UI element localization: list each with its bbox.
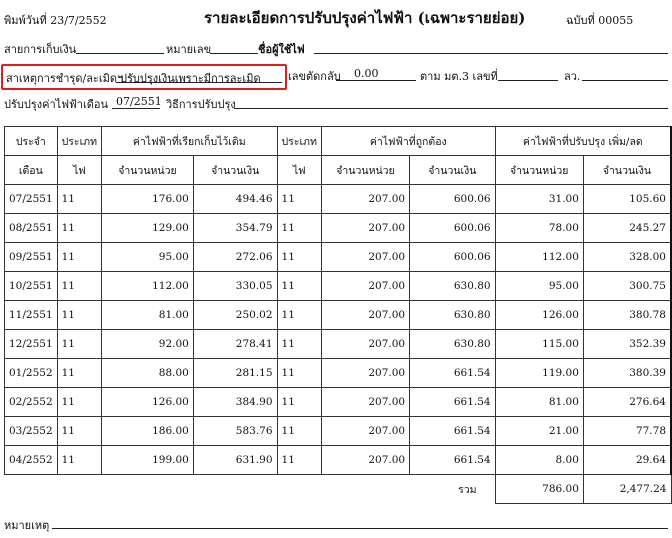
- cell: 245.27: [583, 214, 671, 243]
- header-adjust-units: จำนวนหน่วย: [495, 156, 583, 185]
- cell: 661.54: [410, 359, 496, 388]
- table-row: [5, 214, 672, 243]
- table-row: [5, 301, 672, 330]
- cell: 186.00: [102, 417, 194, 446]
- header-type-correct-2: ไฟ: [277, 156, 321, 185]
- total-units: 786.00: [495, 475, 583, 504]
- cell: 661.54: [410, 388, 496, 417]
- reverse-number-value: 0.00: [354, 67, 379, 80]
- cell: 77.78: [583, 417, 671, 446]
- reverse-number-field: [336, 80, 416, 81]
- cell: 08/2551: [5, 214, 58, 243]
- cell: 112.00: [102, 272, 194, 301]
- cell: 105.60: [583, 185, 671, 214]
- cell: 380.78: [583, 301, 671, 330]
- number-field: [210, 53, 258, 54]
- cell: 11: [277, 185, 321, 214]
- cell: 31.00: [495, 185, 583, 214]
- cell: 278.41: [193, 330, 277, 359]
- cell: 281.15: [193, 359, 277, 388]
- dated-field: [582, 80, 668, 81]
- header-billed: ค่าไฟฟ้าที่เรียกเก็บไว้เดิม: [102, 127, 278, 156]
- total-row: [5, 475, 672, 504]
- cell: 12/2551: [5, 330, 58, 359]
- cell: 250.02: [193, 301, 277, 330]
- cell: 11: [277, 388, 321, 417]
- cell: 384.90: [193, 388, 277, 417]
- cell: 11: [57, 214, 101, 243]
- cell: 176.00: [102, 185, 194, 214]
- cell: 81.00: [102, 301, 194, 330]
- header-billed-amount: จำนวนเงิน: [193, 156, 277, 185]
- table-row: [5, 330, 672, 359]
- cell: 11: [277, 417, 321, 446]
- header-billed-units: จำนวนหน่วย: [102, 156, 194, 185]
- adjust-month-value: 07/2551: [116, 95, 162, 108]
- cell: 11: [57, 185, 101, 214]
- cell: 330.05: [193, 272, 277, 301]
- header-period: ประจำ: [5, 127, 58, 156]
- method-label: วิธีการปรับปรุง: [166, 98, 236, 111]
- cell: 95.00: [102, 243, 194, 272]
- cell: 11: [277, 243, 321, 272]
- cell: 207.00: [321, 446, 409, 475]
- cell: 11: [277, 272, 321, 301]
- cell: 92.00: [102, 330, 194, 359]
- cell: 207.00: [321, 417, 409, 446]
- reason-label: สาเหตุการชำรุด/ละเมิดฯ: [6, 72, 124, 85]
- adjustment-table: [4, 126, 672, 504]
- cell: 11: [57, 243, 101, 272]
- cell: 11: [57, 330, 101, 359]
- cell: 88.00: [102, 359, 194, 388]
- page-title: รายละเอียดการปรับปรุงค่าไฟฟ้า (เฉพาะรายย่อย): [204, 9, 526, 27]
- cell: 11: [57, 417, 101, 446]
- header-correct: ค่าไฟฟ้าที่ถูกต้อง: [321, 127, 495, 156]
- cell: 207.00: [321, 243, 409, 272]
- cell: 661.54: [410, 417, 496, 446]
- cell: 11: [57, 388, 101, 417]
- cell: 600.06: [410, 243, 496, 272]
- reason-value: ปรับปรุงเงินเพราะมีการละเมิด: [120, 72, 261, 85]
- table-row: [5, 446, 672, 475]
- cell: 11: [57, 301, 101, 330]
- customer-name-field: [314, 53, 668, 54]
- cell: 11: [277, 301, 321, 330]
- reverse-number-label: เลขตัดกลับ: [288, 70, 341, 83]
- cell: 129.00: [102, 214, 194, 243]
- resolution-number-field: [498, 80, 558, 81]
- dated-label: ลว.: [564, 70, 581, 83]
- header-adjust-amount: จำนวนเงิน: [583, 156, 671, 185]
- cell: 661.54: [410, 446, 496, 475]
- cell: 126.00: [495, 301, 583, 330]
- document-number: ฉบับที่ 00055: [566, 14, 634, 27]
- cell: 207.00: [321, 388, 409, 417]
- cell: 95.00: [495, 272, 583, 301]
- cell: 11: [57, 446, 101, 475]
- cell: 01/2552: [5, 359, 58, 388]
- cell: 11: [57, 272, 101, 301]
- total-label: รวม: [458, 483, 477, 496]
- cell: 8.00: [495, 446, 583, 475]
- table-row: [5, 388, 672, 417]
- cell: 600.06: [410, 214, 496, 243]
- customer-name-label: ชื่อผู้ใช้ไฟ: [258, 43, 305, 56]
- note-field: [52, 528, 668, 529]
- cell: 207.00: [321, 214, 409, 243]
- note-label: หมายเหตุ: [4, 519, 50, 532]
- adjust-month-field: [112, 108, 160, 109]
- cell: 29.64: [583, 446, 671, 475]
- cell: 494.46: [193, 185, 277, 214]
- cell: 207.00: [321, 272, 409, 301]
- table-row: [5, 243, 672, 272]
- cell: 119.00: [495, 359, 583, 388]
- cell: 630.80: [410, 301, 496, 330]
- header-type-correct: ประเภท: [277, 127, 321, 156]
- cell: 328.00: [583, 243, 671, 272]
- header-correct-amount: จำนวนเงิน: [410, 156, 496, 185]
- cell: 207.00: [321, 301, 409, 330]
- cell: 09/2551: [5, 243, 58, 272]
- cell: 583.76: [193, 417, 277, 446]
- header-adjust: ค่าไฟฟ้าที่ปรับปรุง เพิ่ม/ลด: [495, 127, 671, 156]
- cell: 78.00: [495, 214, 583, 243]
- header-correct-units: จำนวนหน่วย: [321, 156, 409, 185]
- table-row: [5, 417, 672, 446]
- table-row: [5, 359, 672, 388]
- cell: 11: [277, 330, 321, 359]
- cell: 11: [277, 214, 321, 243]
- table-row: [5, 272, 672, 301]
- cell: 04/2552: [5, 446, 58, 475]
- cell: 11: [277, 446, 321, 475]
- header-period-2: เดือน: [5, 156, 58, 185]
- cell: 10/2551: [5, 272, 58, 301]
- cell: 631.90: [193, 446, 277, 475]
- method-field: [234, 108, 668, 109]
- cell: 11: [57, 359, 101, 388]
- header-type: ประเภท: [57, 127, 101, 156]
- cell: 112.00: [495, 243, 583, 272]
- cell: 11/2551: [5, 301, 58, 330]
- cell: 630.80: [410, 330, 496, 359]
- cell: 199.00: [102, 446, 194, 475]
- table-row: [5, 185, 672, 214]
- cell: 272.06: [193, 243, 277, 272]
- cell: 207.00: [321, 185, 409, 214]
- cell: 300.75: [583, 272, 671, 301]
- cell: 352.39: [583, 330, 671, 359]
- total-amount: 2,477.24: [583, 475, 671, 504]
- reason-field: [116, 82, 282, 83]
- cell: 276.64: [583, 388, 671, 417]
- resolution-label: ตาม มต.3 เลขที่: [420, 70, 498, 83]
- collection-route-label: สายการเก็บเงิน: [4, 43, 77, 56]
- cell: 02/2552: [5, 388, 58, 417]
- number-label: หมายเลข: [166, 43, 212, 56]
- cell: 354.79: [193, 214, 277, 243]
- cell: 207.00: [321, 359, 409, 388]
- header-type-2: ไฟ: [57, 156, 101, 185]
- adjust-month-label: ปรับปรุงค่าไฟฟ้าเดือน: [4, 98, 108, 111]
- collection-route-field: [76, 53, 164, 54]
- cell: 21.00: [495, 417, 583, 446]
- cell: 380.39: [583, 359, 671, 388]
- cell: 126.00: [102, 388, 194, 417]
- cell: 03/2552: [5, 417, 58, 446]
- cell: 07/2551: [5, 185, 58, 214]
- cell: 630.80: [410, 272, 496, 301]
- cell: 600.06: [410, 185, 496, 214]
- cell: 115.00: [495, 330, 583, 359]
- cell: 207.00: [321, 330, 409, 359]
- cell: 81.00: [495, 388, 583, 417]
- print-date: พิมพ์วันที่ 23/7/2552: [4, 14, 107, 27]
- cell: 11: [277, 359, 321, 388]
